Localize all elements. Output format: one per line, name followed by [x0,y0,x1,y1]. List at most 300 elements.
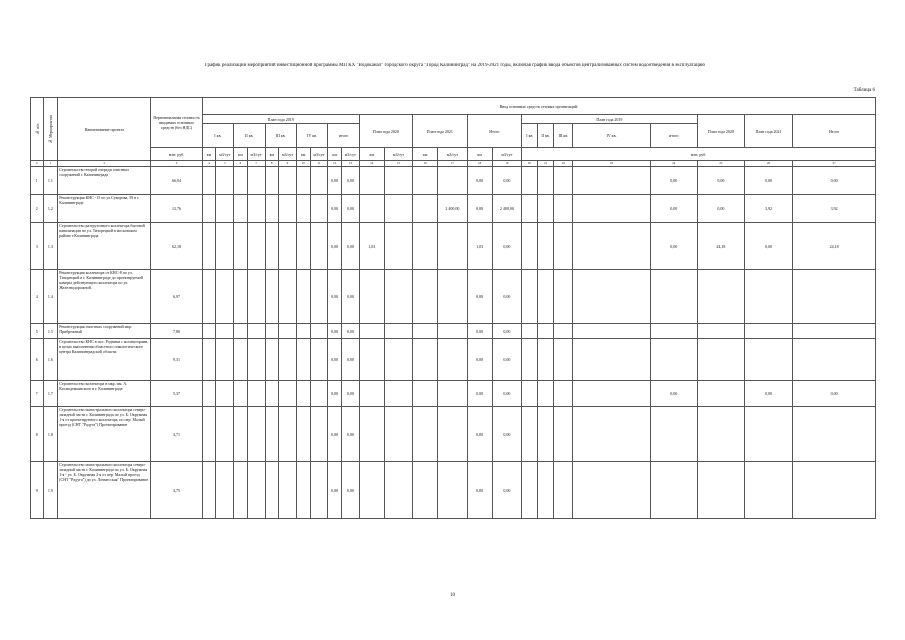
cell-km-2020 [359,324,384,339]
empty-cell [216,270,234,324]
cell-km-2021 [413,223,438,270]
unit-km: км [296,148,310,161]
cell-b-2021 [744,407,792,462]
empty-cell [247,223,265,270]
cell-km-2021 [413,324,438,339]
cell-b-all: 3,92 [793,195,876,223]
cell-m3-total: 0,00 [341,195,359,223]
column-number: 15 [384,161,412,167]
column-number: 5 [216,161,234,167]
cell-m3-total: 0,00 [341,407,359,462]
header-plan-2019-a: План года 2019 [202,115,359,124]
cell-b-2021 [744,339,792,381]
cell-m3-all: 0,00 [492,223,521,270]
empty-cell [537,270,554,324]
cell-m3-total: 0,00 [341,223,359,270]
column-number: 17 [438,161,467,167]
empty-cell [296,195,310,223]
empty-cell [521,462,537,519]
column-number: 0 [31,161,44,167]
cell-m3-all: 0,00 [492,407,521,462]
empty-cell [247,167,265,195]
cell-km-all: 0,00 [467,381,492,407]
empty-cell [279,270,297,324]
unit-km: км [359,148,384,161]
cell-b-2021: 3,92 [744,195,792,223]
cell-m3-all: 0,00 [492,270,521,324]
cell-b-all [793,407,876,462]
column-number: 13 [341,161,359,167]
cell-cost: 3,75 [151,462,202,519]
cell-km-2020 [359,270,384,324]
empty-cell [265,381,279,407]
empty-cell [573,167,650,195]
header-q1: I кв. [202,124,233,148]
cell-m3-2020 [384,381,412,407]
empty-cell [216,381,234,407]
cell-b-total [650,407,697,462]
empty-cell [247,270,265,324]
cell-b-2020 [697,339,744,381]
cell-m3-total: 0,00 [341,339,359,381]
unit-km: км [265,148,279,161]
cell-b-all [793,324,876,339]
cell-km-2020: 1,03 [359,223,384,270]
cell-m3-all: 2 400,00 [492,195,521,223]
cell-event: 1.6 [43,339,58,381]
cell-km-all: 0,00 [467,462,492,519]
column-number: 10 [296,161,310,167]
empty-cell [310,195,328,223]
header-total-b: Итого [793,115,876,148]
empty-cell [247,407,265,462]
header-total: Итого [467,115,521,148]
document-title: График реализации мероприятий инвестиционной программы МП КХ "Водоканал" городского округа "Город Калининград" на 2019-2021 годы, включая график ввода объектов централизованных систем водоотведения в эксплуатацию [204,63,706,68]
cell-no: 6 [31,339,44,381]
cell-b-2020: 0,00 [697,167,744,195]
cell-km-all: 0,00 [467,270,492,324]
empty-cell [265,195,279,223]
column-number: 3 [151,161,202,167]
empty-cell [573,462,650,519]
empty-cell [296,407,310,462]
cell-event: 1.8 [43,407,58,462]
column-number: 9 [279,161,297,167]
cell-km-total: 0,00 [328,462,342,519]
cell-event: 1.5 [43,324,58,339]
empty-cell [279,223,297,270]
empty-cell [247,324,265,339]
empty-cell [265,167,279,195]
cell-event: 1.2 [43,195,58,223]
empty-cell [310,407,328,462]
unit-km: км [328,148,342,161]
empty-cell [521,270,537,324]
cell-m3-2020 [384,339,412,381]
cell-b-2020 [697,324,744,339]
empty-cell [573,324,650,339]
cell-m3-all: 0,00 [492,167,521,195]
cell-b-total: 0,00 [650,167,697,195]
empty-cell [216,324,234,339]
cell-b-total: 0,00 [650,195,697,223]
cell-no: 1 [31,167,44,195]
cell-km-2021 [413,462,438,519]
empty-cell [202,167,216,195]
header-no: № п/п [31,98,44,161]
table-row [31,324,876,339]
cell-name: Строительство второй очереди очистных сооружений г. Калининграда [58,167,151,195]
cell-km-2020 [359,462,384,519]
unit-m3: м3/сут [492,148,521,161]
column-number: 24 [650,161,697,167]
header-q3-short: III кв. [554,124,573,148]
unit-m3: м3/сут [279,148,297,161]
empty-cell [234,462,248,519]
cell-cost: 66,04 [151,167,202,195]
cell-b-2021: 0,00 [744,223,792,270]
empty-cell [216,195,234,223]
cell-m3-2020 [384,195,412,223]
empty-cell [265,324,279,339]
empty-cell [279,324,297,339]
header-initial-cost: Первоначальная стоимость вводимых основных средств (без НДС) [151,98,202,148]
cell-m3-total: 0,00 [341,167,359,195]
column-number: 6 [234,161,248,167]
cell-no: 7 [31,381,44,407]
table-row [31,407,876,462]
column-number: 7 [247,161,265,167]
cell-no: 9 [31,462,44,519]
cell-event: 1.9 [43,462,58,519]
cell-b-total [650,339,697,381]
empty-cell [216,339,234,381]
empty-cell [554,270,573,324]
cell-km-2021 [413,339,438,381]
cell-b-2021 [744,462,792,519]
header-q1-short: I кв [521,124,537,148]
unit-km: км [413,148,438,161]
empty-cell [521,324,537,339]
empty-cell [554,223,573,270]
cell-km-total: 0,00 [328,223,342,270]
cell-cost: 3,71 [151,407,202,462]
empty-cell [202,223,216,270]
header-q2-short: II кв. [537,124,554,148]
empty-cell [247,339,265,381]
empty-cell [521,223,537,270]
header-q2: II кв. [234,124,265,148]
empty-cell [537,167,554,195]
cell-m3-2021 [438,339,467,381]
cell-m3-all: 0,00 [492,339,521,381]
cell-cost: 6,97 [151,270,202,324]
cell-b-total: 0,00 [650,223,697,270]
empty-cell [279,339,297,381]
empty-cell [279,462,297,519]
cell-b-all [793,339,876,381]
page-number: 10 [450,593,455,598]
cell-km-all: 0,00 [467,167,492,195]
cell-km-total: 0,00 [328,270,342,324]
unit-m3: м3/сут [216,148,234,161]
empty-cell [521,339,537,381]
cell-km-all: 0,00 [467,324,492,339]
cell-km-2021 [413,167,438,195]
table-row [31,381,876,407]
cell-no: 3 [31,223,44,270]
column-number: 21 [537,161,554,167]
header-plan-2021: План года 2021 [413,115,467,148]
header-unit-money: млн. руб. [151,148,202,161]
column-number: 23 [573,161,650,167]
empty-cell [202,324,216,339]
empty-cell [216,167,234,195]
cell-km-2020 [359,167,384,195]
column-number: 14 [359,161,384,167]
cell-cost: 5,37 [151,381,202,407]
empty-cell [537,223,554,270]
cell-b-all [793,270,876,324]
empty-cell [310,324,328,339]
cell-event: 1.7 [43,381,58,407]
cell-km-2020 [359,195,384,223]
cell-m3-2021 [438,324,467,339]
empty-cell [234,381,248,407]
cell-cost: 12,76 [151,195,202,223]
column-number: 2 [58,161,151,167]
empty-cell [554,407,573,462]
empty-cell [234,270,248,324]
cell-name: Строительство КНС в пос. Родники с коллекторами, в целях выполнения областного онкологического центра Калининградской области. [58,339,151,381]
empty-cell [247,195,265,223]
cell-b-2020 [697,462,744,519]
cell-event: 1.4 [43,270,58,324]
empty-cell [573,195,650,223]
empty-cell [310,381,328,407]
cell-m3-total: 0,00 [341,270,359,324]
unit-m3: м3/сут [384,148,412,161]
table-row [31,223,876,270]
cell-b-total [650,462,697,519]
empty-cell [573,223,650,270]
table-row [31,167,876,195]
empty-cell [554,381,573,407]
empty-cell [234,407,248,462]
column-number: 18 [467,161,492,167]
column-number: 12 [328,161,342,167]
column-number: 25 [697,161,744,167]
empty-cell [279,167,297,195]
cell-km-total: 0,00 [328,381,342,407]
header-q4-short: IV кв. [573,124,650,148]
cell-m3-2020 [384,167,412,195]
column-number: 8 [265,161,279,167]
cell-m3-2021 [438,270,467,324]
header-event-no: № Мероприятия [43,98,58,161]
empty-cell [521,381,537,407]
empty-cell [537,462,554,519]
cell-b-all [793,462,876,519]
cell-name: Реконструкция коллектора от КНС-8 по ул. Тихорецкой в г. Калининграде до проектируемой камеры действующего коллектора по ул. Железнодорожной. [58,270,151,324]
empty-cell [279,195,297,223]
empty-cell [537,339,554,381]
cell-event: 1.3 [43,223,58,270]
cell-m3-2020 [384,270,412,324]
cell-b-2020 [697,381,744,407]
column-number: 22 [554,161,573,167]
cell-no: 5 [31,324,44,339]
empty-cell [234,339,248,381]
cell-km-2021 [413,195,438,223]
empty-cell [202,270,216,324]
cell-m3-total: 0,00 [341,462,359,519]
cell-b-2020: 0,00 [697,195,744,223]
cell-m3-2020 [384,407,412,462]
empty-cell [573,407,650,462]
empty-cell [234,223,248,270]
empty-cell [234,324,248,339]
column-number: 20 [521,161,537,167]
header-plan-2020-b: План года 2020 [697,115,744,148]
cell-km-total: 0,00 [328,339,342,381]
cell-name: Реконструкция очистных сооружений мкр. Прибрежный [58,324,151,339]
empty-cell [554,339,573,381]
empty-cell [554,195,573,223]
empty-cell [296,381,310,407]
empty-cell [247,462,265,519]
header-project-name: Наименование проекта [58,98,151,161]
cell-m3-2020 [384,324,412,339]
cell-b-total: 0,00 [650,381,697,407]
cell-b-total [650,270,697,324]
cell-m3-2021: 2 400,00 [438,195,467,223]
cell-no: 2 [31,195,44,223]
cell-m3-2021 [438,407,467,462]
empty-cell [265,462,279,519]
cell-b-all: 0,00 [793,167,876,195]
empty-cell [265,223,279,270]
unit-m3: м3/сут [438,148,467,161]
empty-cell [554,462,573,519]
cell-km-2020 [359,339,384,381]
cell-b-2020: 24,18 [697,223,744,270]
cell-b-2021 [744,270,792,324]
column-number: 4 [202,161,216,167]
empty-cell [296,339,310,381]
cell-km-all: 0,00 [467,407,492,462]
cell-m3-2021 [438,381,467,407]
cell-km-total: 0,00 [328,407,342,462]
empty-cell [537,195,554,223]
empty-cell [554,324,573,339]
unit-km: км [234,148,248,161]
cell-event: 1.1 [43,167,58,195]
empty-cell [265,407,279,462]
empty-cell [521,167,537,195]
empty-cell [265,270,279,324]
header-unit-money-b: млн. руб. [521,148,875,161]
cell-cost: 9,31 [151,339,202,381]
column-number: 16 [413,161,438,167]
cell-m3-2021 [438,223,467,270]
empty-cell [265,339,279,381]
cell-km-total: 0,00 [328,195,342,223]
cell-km-total: 0,00 [328,167,342,195]
cell-b-2021: 0,00 [744,381,792,407]
cell-m3-total: 0,00 [341,324,359,339]
header-plan-2021-b: План года 2021 [744,115,792,148]
cell-km-2020 [359,381,384,407]
cell-b-all: 24,18 [793,223,876,270]
cell-km-2020 [359,407,384,462]
empty-cell [296,167,310,195]
empty-cell [216,223,234,270]
cell-km-2021 [413,270,438,324]
empty-cell [296,270,310,324]
column-number: 11 [310,161,328,167]
cell-km-all: 1,03 [467,223,492,270]
header-plan-2019-b: План года 2019 [521,115,697,124]
cell-name: Строительство разгрузочного коллектора бытовой канализации по ул. Тихорецкой в московском районе г.Калининграда [58,223,151,270]
cell-m3-all: 0,00 [492,324,521,339]
empty-cell [279,407,297,462]
cell-km-total: 0,00 [328,324,342,339]
empty-cell [234,195,248,223]
header-q4: IV кв. [296,124,327,148]
column-number: 26 [744,161,792,167]
cell-b-2020 [697,270,744,324]
table-label: Таблица 6 [853,88,875,93]
cell-no: 8 [31,407,44,462]
empty-cell [296,462,310,519]
cell-b-total [650,324,697,339]
empty-cell [310,462,328,519]
empty-cell [521,195,537,223]
table-row [31,270,876,324]
unit-km: км [202,148,216,161]
empty-cell [216,462,234,519]
unit-m3: м3/сут [310,148,328,161]
empty-cell [537,381,554,407]
empty-cell [537,407,554,462]
header-total-small: итого [328,124,359,148]
unit-m3: м3/сут [247,148,265,161]
column-number: 1 [43,161,58,167]
cell-m3-all: 0,00 [492,381,521,407]
table-row [31,339,876,381]
cell-km-2021 [413,381,438,407]
empty-cell [202,407,216,462]
investment-schedule-table [30,97,876,519]
header-plan-2020: План года 2020 [359,115,412,148]
empty-cell [554,167,573,195]
empty-cell [573,381,650,407]
cell-m3-2021 [438,167,467,195]
empty-cell [296,324,310,339]
header-q3: III кв. [265,124,296,148]
table-row [31,462,876,519]
empty-cell [202,462,216,519]
cell-km-all: 0,00 [467,195,492,223]
cell-m3-2021 [438,462,467,519]
table-row [31,195,876,223]
empty-cell [573,339,650,381]
cell-m3-2020 [384,223,412,270]
column-number: 27 [793,161,876,167]
header-commissioning: Ввод основных средств сетевых организаций: [202,98,875,115]
cell-cost: 7,80 [151,324,202,339]
